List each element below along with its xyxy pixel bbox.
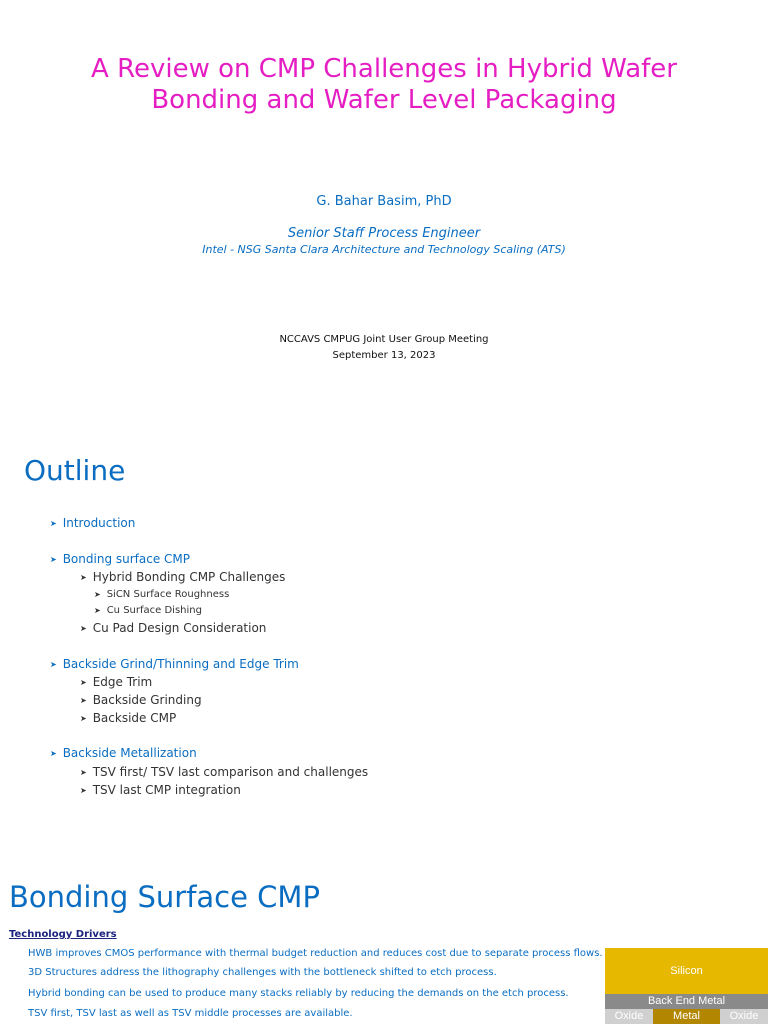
- bonding-interface-layer: [605, 1009, 768, 1024]
- outline-subitem: ➤ TSV first/ TSV last comparison and challenges: [80, 765, 369, 779]
- author-organization: Intel - NSG Santa Clara Architecture and Technology Scaling (ATS): [202, 243, 566, 256]
- title-line-2: Bonding and Wafer Level Packaging: [151, 85, 617, 115]
- arrowhead-bullet-icon: ➤: [50, 519, 57, 528]
- oxide-region-left: Oxide: [605, 1009, 653, 1024]
- outline-subitem: ➤ Backside Grinding: [80, 693, 202, 707]
- arrowhead-bullet-icon: ➤: [80, 573, 87, 582]
- title-line-1: A Review on CMP Challenges in Hybrid Wafer: [91, 54, 677, 84]
- arrowhead-bullet-icon: ➤: [80, 678, 87, 687]
- back-end-metal-layer: Back End Metal: [605, 994, 768, 1009]
- outline-title: Outline: [24, 454, 126, 487]
- outline-subitem: ➤ Cu Pad Design Consideration: [80, 621, 267, 635]
- outline-subitem: ➤ Hybrid Bonding CMP Challenges: [80, 570, 286, 584]
- arrowhead-bullet-icon: ➤: [50, 555, 57, 564]
- arrowhead-bullet-icon: ➤: [80, 696, 87, 705]
- outline-item: ➤ Backside Metallization: [50, 746, 197, 760]
- arrowhead-bullet-icon: ➤: [80, 624, 87, 633]
- outline-slide: [0, 432, 768, 852]
- silicon-layer: Silicon: [605, 948, 768, 994]
- outline-subitem: ➤ Backside CMP: [80, 711, 177, 725]
- outline-item: ➤ Bonding surface CMP: [50, 552, 191, 566]
- driver-bullet: HWB improves CMOS performance with thermal budget reduction and reduces cost due to separate process flows.: [28, 948, 603, 959]
- oxide-region-right: Oxide: [720, 1009, 768, 1024]
- arrowhead-bullet-icon: ➤: [80, 786, 87, 795]
- driver-bullet: Hybrid bonding can be used to produce many stacks reliably by reducing the demands on the etch process.: [28, 988, 569, 999]
- metal-region: Metal: [653, 1009, 720, 1024]
- arrowhead-bullet-icon: ➤: [80, 714, 87, 723]
- outline-item: ➤ Backside Grind/Thinning and Edge Trim: [50, 657, 299, 671]
- author-role: Senior Staff Process Engineer: [287, 226, 481, 241]
- presentation-title: [0, 54, 768, 116]
- outline-subitem: ➤ Edge Trim: [80, 675, 153, 689]
- author-name: G. Bahar Basim, PhD: [316, 194, 452, 209]
- outline-subsubitem: ➤ SiCN Surface Roughness: [94, 589, 230, 600]
- technology-drivers-heading: Technology Drivers: [9, 929, 117, 940]
- arrowhead-bullet-icon: ➤: [80, 768, 87, 777]
- driver-bullet: 3D Structures address the lithography challenges with the bottleneck shifted to etch process.: [28, 967, 497, 978]
- outline-item: ➤ Introduction: [50, 516, 136, 530]
- arrowhead-bullet-icon: ➤: [94, 605, 101, 615]
- wafer-stack-diagram: [605, 948, 768, 1024]
- driver-bullet: TSV first, TSV last as well as TSV middle processes are available.: [28, 1008, 353, 1019]
- arrowhead-bullet-icon: ➤: [50, 749, 57, 758]
- bonding-surface-slide: [0, 866, 768, 1024]
- arrowhead-bullet-icon: ➤: [94, 589, 101, 599]
- slide-title: Bonding Surface CMP: [9, 880, 320, 914]
- arrowhead-bullet-icon: ➤: [50, 660, 57, 669]
- title-slide: [0, 0, 768, 420]
- outline-subsubitem: ➤ Cu Surface Dishing: [94, 605, 202, 616]
- outline-subitem: ➤ TSV last CMP integration: [80, 783, 241, 797]
- meeting-date: September 13, 2023: [332, 350, 436, 361]
- meeting-name: NCCAVS CMPUG Joint User Group Meeting: [279, 334, 489, 345]
